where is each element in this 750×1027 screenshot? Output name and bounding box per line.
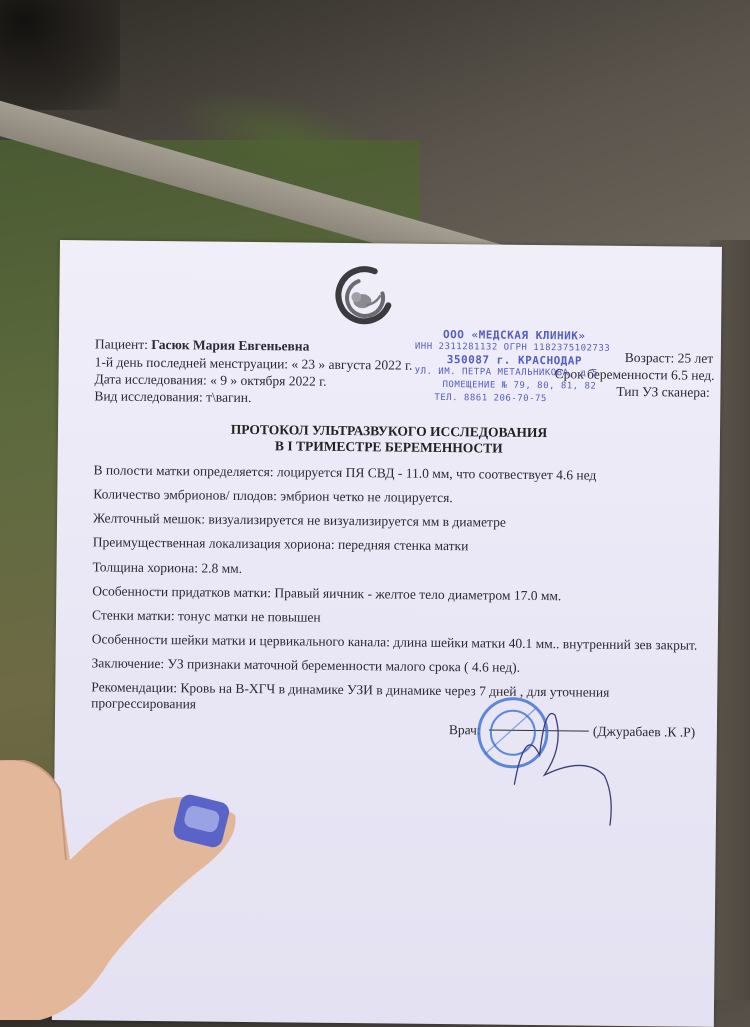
finding-uterine-cavity: В полости матки определяется: лоцируется ПЯ СВД - 11.0 мм, что соотвествует 4.6 нед: [93, 462, 597, 483]
document-title-line2: В I ТРИМЕСТРЕ БЕРЕМЕННОСТИ: [274, 438, 503, 456]
finding-uterine-walls: Стенки матки: тонус матки не повышен: [91, 607, 321, 625]
finding-embryo-count: Количество эмбрионов/ плодов: эмбрион четко не лоцируется.: [93, 486, 453, 506]
recommendations: Рекомендации: Кровь на В-ХГЧ в динамике УЗИ в динамике через 7 дней , для уточнения: [91, 679, 610, 700]
patient-line: [95, 336, 310, 354]
finding-chorion-location: Преимущественная локализация хориона: передняя стенка матки: [92, 534, 469, 554]
stamp-clinic-name: ООО «МЕДСКАЯ КЛИНИК»: [442, 328, 586, 343]
handwritten-signature-icon: [484, 684, 625, 825]
finding-adnexa: Особенности придатков матки: Правый яичник - желтое тело диаметром 17.0 мм.: [92, 583, 562, 604]
exam-type: Вид исследования: т\вагин.: [94, 388, 252, 406]
doctor-label: Врач:: [448, 722, 481, 738]
clinic-logo-icon: [332, 265, 397, 330]
stamp-city: 350087 г. КРАСНОДАР: [446, 353, 583, 368]
finding-cervix: Особенности шейки матки и цервикального канала: длина шейки матки 40.1 мм.. внутренний зев закрыт.: [91, 631, 698, 653]
gestational-age: Срок беременности 6.5 нед.: [554, 366, 715, 383]
finding-chorion-thickness: Толщина хориона: 2.8 мм.: [92, 559, 243, 576]
patient-age: Возраст: 25 лет: [624, 349, 714, 366]
stamp-inn-ogrn: ИНН 2311281132 ОГРН 1182375102733: [414, 341, 611, 354]
stamp-phone: ТЕЛ. 8861 206-70-75: [434, 392, 547, 405]
background-tire-shadow: [0, 0, 120, 110]
scanner-type: Тип УЗ сканера:: [616, 383, 710, 400]
hand-holding-document: [0, 760, 250, 1020]
exam-date: Дата исследования: « 9 » октября 2022 г.: [94, 371, 327, 389]
lmp-date: 1-й день последней менструации: « 23 » августа 2022 г.: [94, 354, 413, 373]
document-title-line1: ПРОТОКОЛ УЛЬТРАЗВУКОГО ИССЛЕДОВАНИЯ: [230, 421, 548, 441]
doctor-name: (Джурабаев .К .Р): [592, 723, 696, 740]
recommendations-continued: прогрессирования: [91, 695, 197, 712]
patient-name: Гасюк Мария Евгеньевна: [151, 336, 310, 354]
finding-yolk-sac: Желточный мешок: визуализируется не визуализируется мм в диаметре: [93, 510, 506, 530]
conclusion: Заключение: УЗ признаки маточной беременности малого срока ( 4.6 нед).: [91, 655, 521, 675]
stamp-address: УЛ. ИМ. ПЕТРА МЕТАЛЬНИКОВА, д.5: [414, 366, 599, 379]
patient-label: Пациент:: [94, 336, 149, 352]
stamp-premises: ПОМЕЩЕНИЕ № 79, 80, 81, 82: [442, 380, 597, 392]
